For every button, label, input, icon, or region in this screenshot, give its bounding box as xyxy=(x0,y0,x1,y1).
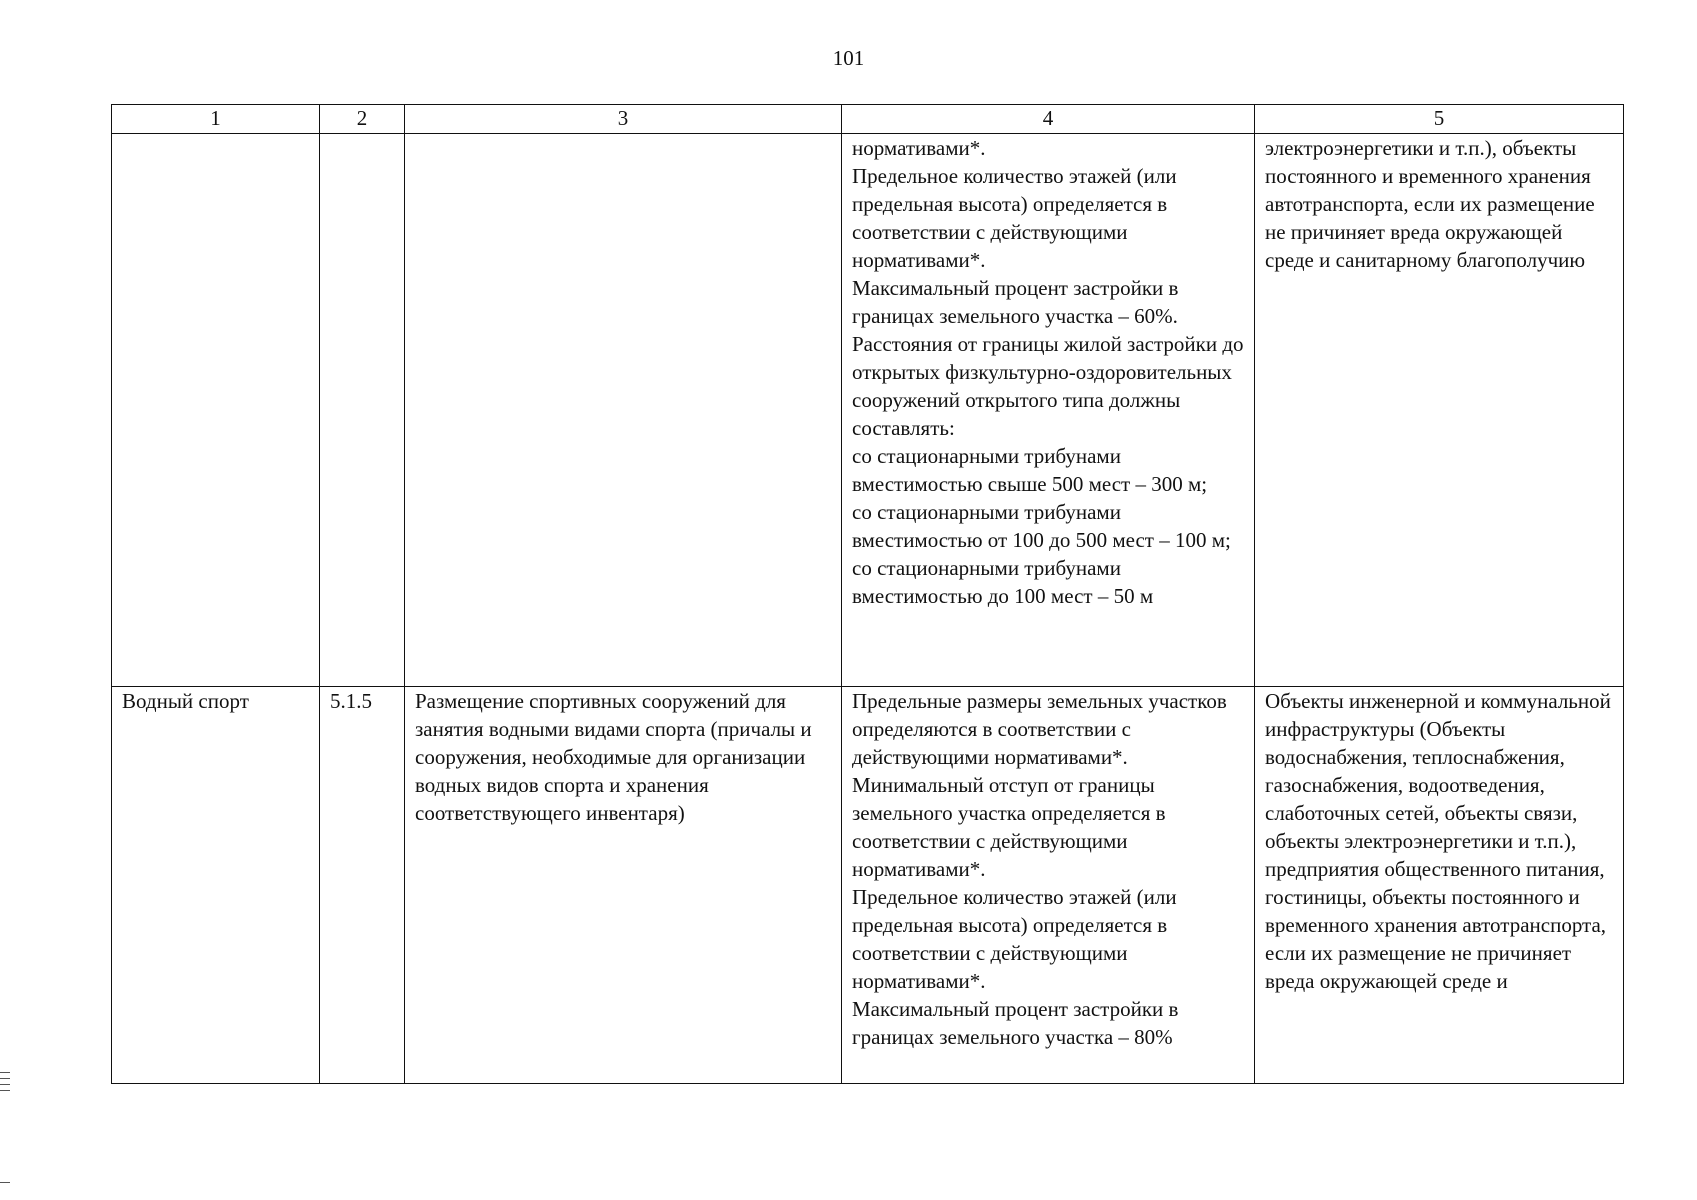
table-row xyxy=(112,134,1624,687)
scan-artifact xyxy=(0,1182,10,1183)
header-col-1: 1 xyxy=(112,105,320,134)
page-number: 101 xyxy=(832,46,865,70)
cell-description: Размещение спортивных сооружений для занятия водными видами спорта (причалы и сооружения, необходимые для организации водных видов спорта и хранения соответствующего инвентаря) xyxy=(405,687,842,1084)
header-col-4: 4 xyxy=(842,105,1255,134)
table-row xyxy=(112,687,1624,1084)
cell-auxiliary-uses: электроэнергетики и т.п.), объекты постоянного и временного хранения автотранспорта, если их размещение не причиняет вреда окружающей среде и санитарному благополучию xyxy=(1255,134,1624,687)
cell-code: 5.1.5 xyxy=(320,687,405,1084)
cell-code xyxy=(320,134,405,687)
scan-artifact xyxy=(0,1078,10,1079)
table-header-row xyxy=(112,105,1624,134)
cell-auxiliary-uses: Объекты инженерной и коммунальной инфраструктуры (Объекты водоснабжения, теплоснабжения, газоснабжения, водоотведения, слаботочных сетей, объекты связи, объекты электроэнергетики и т.п.), предприятия общественного питания, гостиницы, объекты постоянного и временного хранения автотранспорта, если их размещение не причиняет вреда окружающей среде и xyxy=(1255,687,1624,1084)
header-col-3: 3 xyxy=(405,105,842,134)
header-col-5: 5 xyxy=(1255,105,1624,134)
header-col-2: 2 xyxy=(320,105,405,134)
cell-name xyxy=(112,134,320,687)
cell-parameters: нормативами*. Предельное количество этажей (или предельная высота) определяется в соответствии с действующими нормативами*. Максимальный процент застройки в границах земельного участка – 60%. Расстояния от границы жилой застройки до открытых физкультурно-оздоровительных сооружений открытого типа должны составлять: со стационарными трибунами вместимостью свыше 500 мест – 300 м; со стационарными трибунами вместимостью от 100 до 500 мест – 100 м; со стационарными трибунами вместимостью до 100 мест – 50 м xyxy=(842,134,1255,687)
cell-parameters: Предельные размеры земельных участков определяются в соответствии с действующими нормативами*. Минимальный отступ от границы земельного участка определяется в соответствии с действующими нормативами*. Предельное количество этажей (или предельная высота) определяется в соответствии с действующими нормативами*. Максимальный процент застройки в границах земельного участка – 80% xyxy=(842,687,1255,1084)
cell-name: Водный спорт xyxy=(112,687,320,1084)
scan-artifact xyxy=(0,1090,10,1091)
regulations-table xyxy=(111,104,1624,1084)
scan-artifact xyxy=(0,1072,10,1073)
cell-description xyxy=(405,134,842,687)
scan-artifact xyxy=(0,1084,10,1085)
